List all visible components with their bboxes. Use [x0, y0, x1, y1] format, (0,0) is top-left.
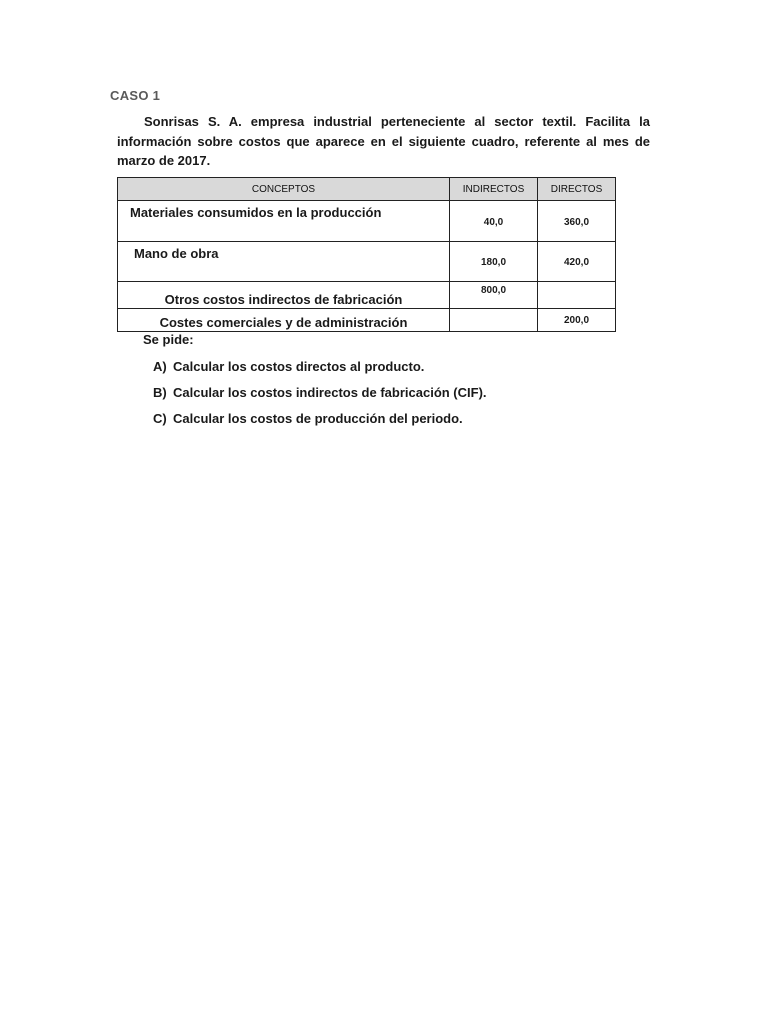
task-letter: B)	[153, 385, 167, 400]
task-letter: A)	[153, 359, 167, 374]
case-title: CASO 1	[110, 88, 161, 103]
header-indirectos: INDIRECTOS	[450, 178, 538, 201]
table-row	[118, 282, 616, 309]
indirectos-cell: 40,0	[450, 201, 538, 242]
list-item	[153, 383, 487, 409]
header-conceptos: CONCEPTOS	[118, 178, 450, 201]
directos-cell: 200,0	[538, 309, 616, 332]
directos-cell	[538, 282, 616, 309]
table-header-row	[118, 178, 616, 201]
indirectos-cell: 800,0	[450, 282, 538, 309]
task-text: Calcular los costos de producción del periodo.	[173, 411, 463, 426]
costs-table	[117, 177, 616, 332]
concept-cell: Costes comerciales y de administración	[118, 309, 450, 332]
table-row	[118, 309, 616, 332]
concept-cell: Materiales consumidos en la producción	[118, 201, 450, 242]
table-row	[118, 201, 616, 242]
task-text: Calcular los costos indirectos de fabricación (CIF).	[173, 385, 487, 400]
task-text: Calcular los costos directos al producto.	[173, 359, 425, 374]
directos-cell: 360,0	[538, 201, 616, 242]
indirectos-cell	[450, 309, 538, 332]
intro-paragraph: Sonrisas S. A. empresa industrial perteneciente al sector textil. Facilita la información sobre costos que aparece en el siguiente cuadro, referente al mes de marzo de 2017.	[117, 114, 650, 168]
task-letter: C)	[153, 411, 167, 426]
list-item	[153, 409, 487, 435]
concept-cell: Otros costos indirectos de fabricación	[118, 282, 450, 309]
task-list	[153, 357, 487, 435]
header-directos: DIRECTOS	[538, 178, 616, 201]
indirectos-cell: 180,0	[450, 242, 538, 282]
table-row	[118, 242, 616, 282]
list-item	[153, 357, 487, 383]
se-pide-heading: Se pide:	[143, 332, 194, 347]
directos-cell: 420,0	[538, 242, 616, 282]
concept-cell: Mano de obra	[118, 242, 450, 282]
